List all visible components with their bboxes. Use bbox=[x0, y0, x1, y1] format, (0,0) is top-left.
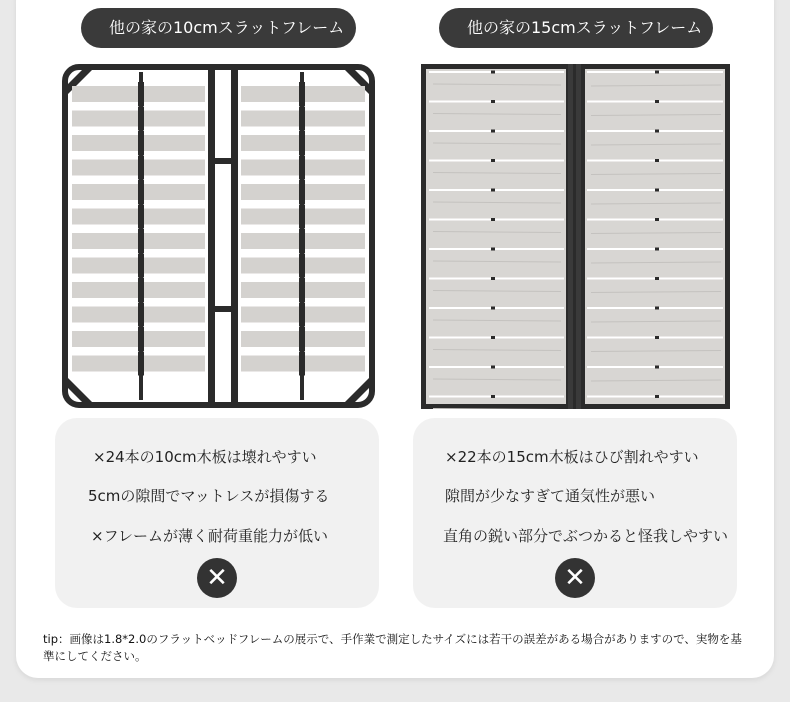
drawback-line: ×フレームが薄く耐荷重能力が低い bbox=[91, 527, 328, 545]
slat-frame-10cm-illustration bbox=[62, 64, 375, 408]
left-drawbacks-panel bbox=[55, 418, 379, 608]
drawback-line: ×22本の15cm木板はひび割れやすい bbox=[445, 448, 699, 466]
drawback-line: 5cmの隙間でマットレスが損傷する bbox=[88, 487, 330, 505]
close-icon: ✕ bbox=[197, 558, 237, 598]
left-frame-title: 他の家の10cmスラットフレーム bbox=[81, 8, 356, 48]
right-drawbacks-panel bbox=[413, 418, 737, 608]
footer-tip: tip：画像は1.8*2.0のフラットベッドフレームの展示で、手作業で測定したサイズには若干の誤差がある場合がありますので、実物を基準にしてください。 bbox=[43, 632, 742, 663]
close-icon: ✕ bbox=[555, 558, 595, 598]
drawback-line: 直角の鋭い部分でぶつかると怪我しやすい bbox=[443, 527, 729, 545]
drawback-line: ×24本の10cm木板は壊れやすい bbox=[93, 448, 317, 466]
drawback-line: 隙間が少なすぎて通気性が悪い bbox=[445, 487, 656, 505]
right-frame-title: 他の家の15cmスラットフレーム bbox=[439, 8, 713, 48]
slat-frame-15cm-illustration bbox=[421, 64, 730, 409]
